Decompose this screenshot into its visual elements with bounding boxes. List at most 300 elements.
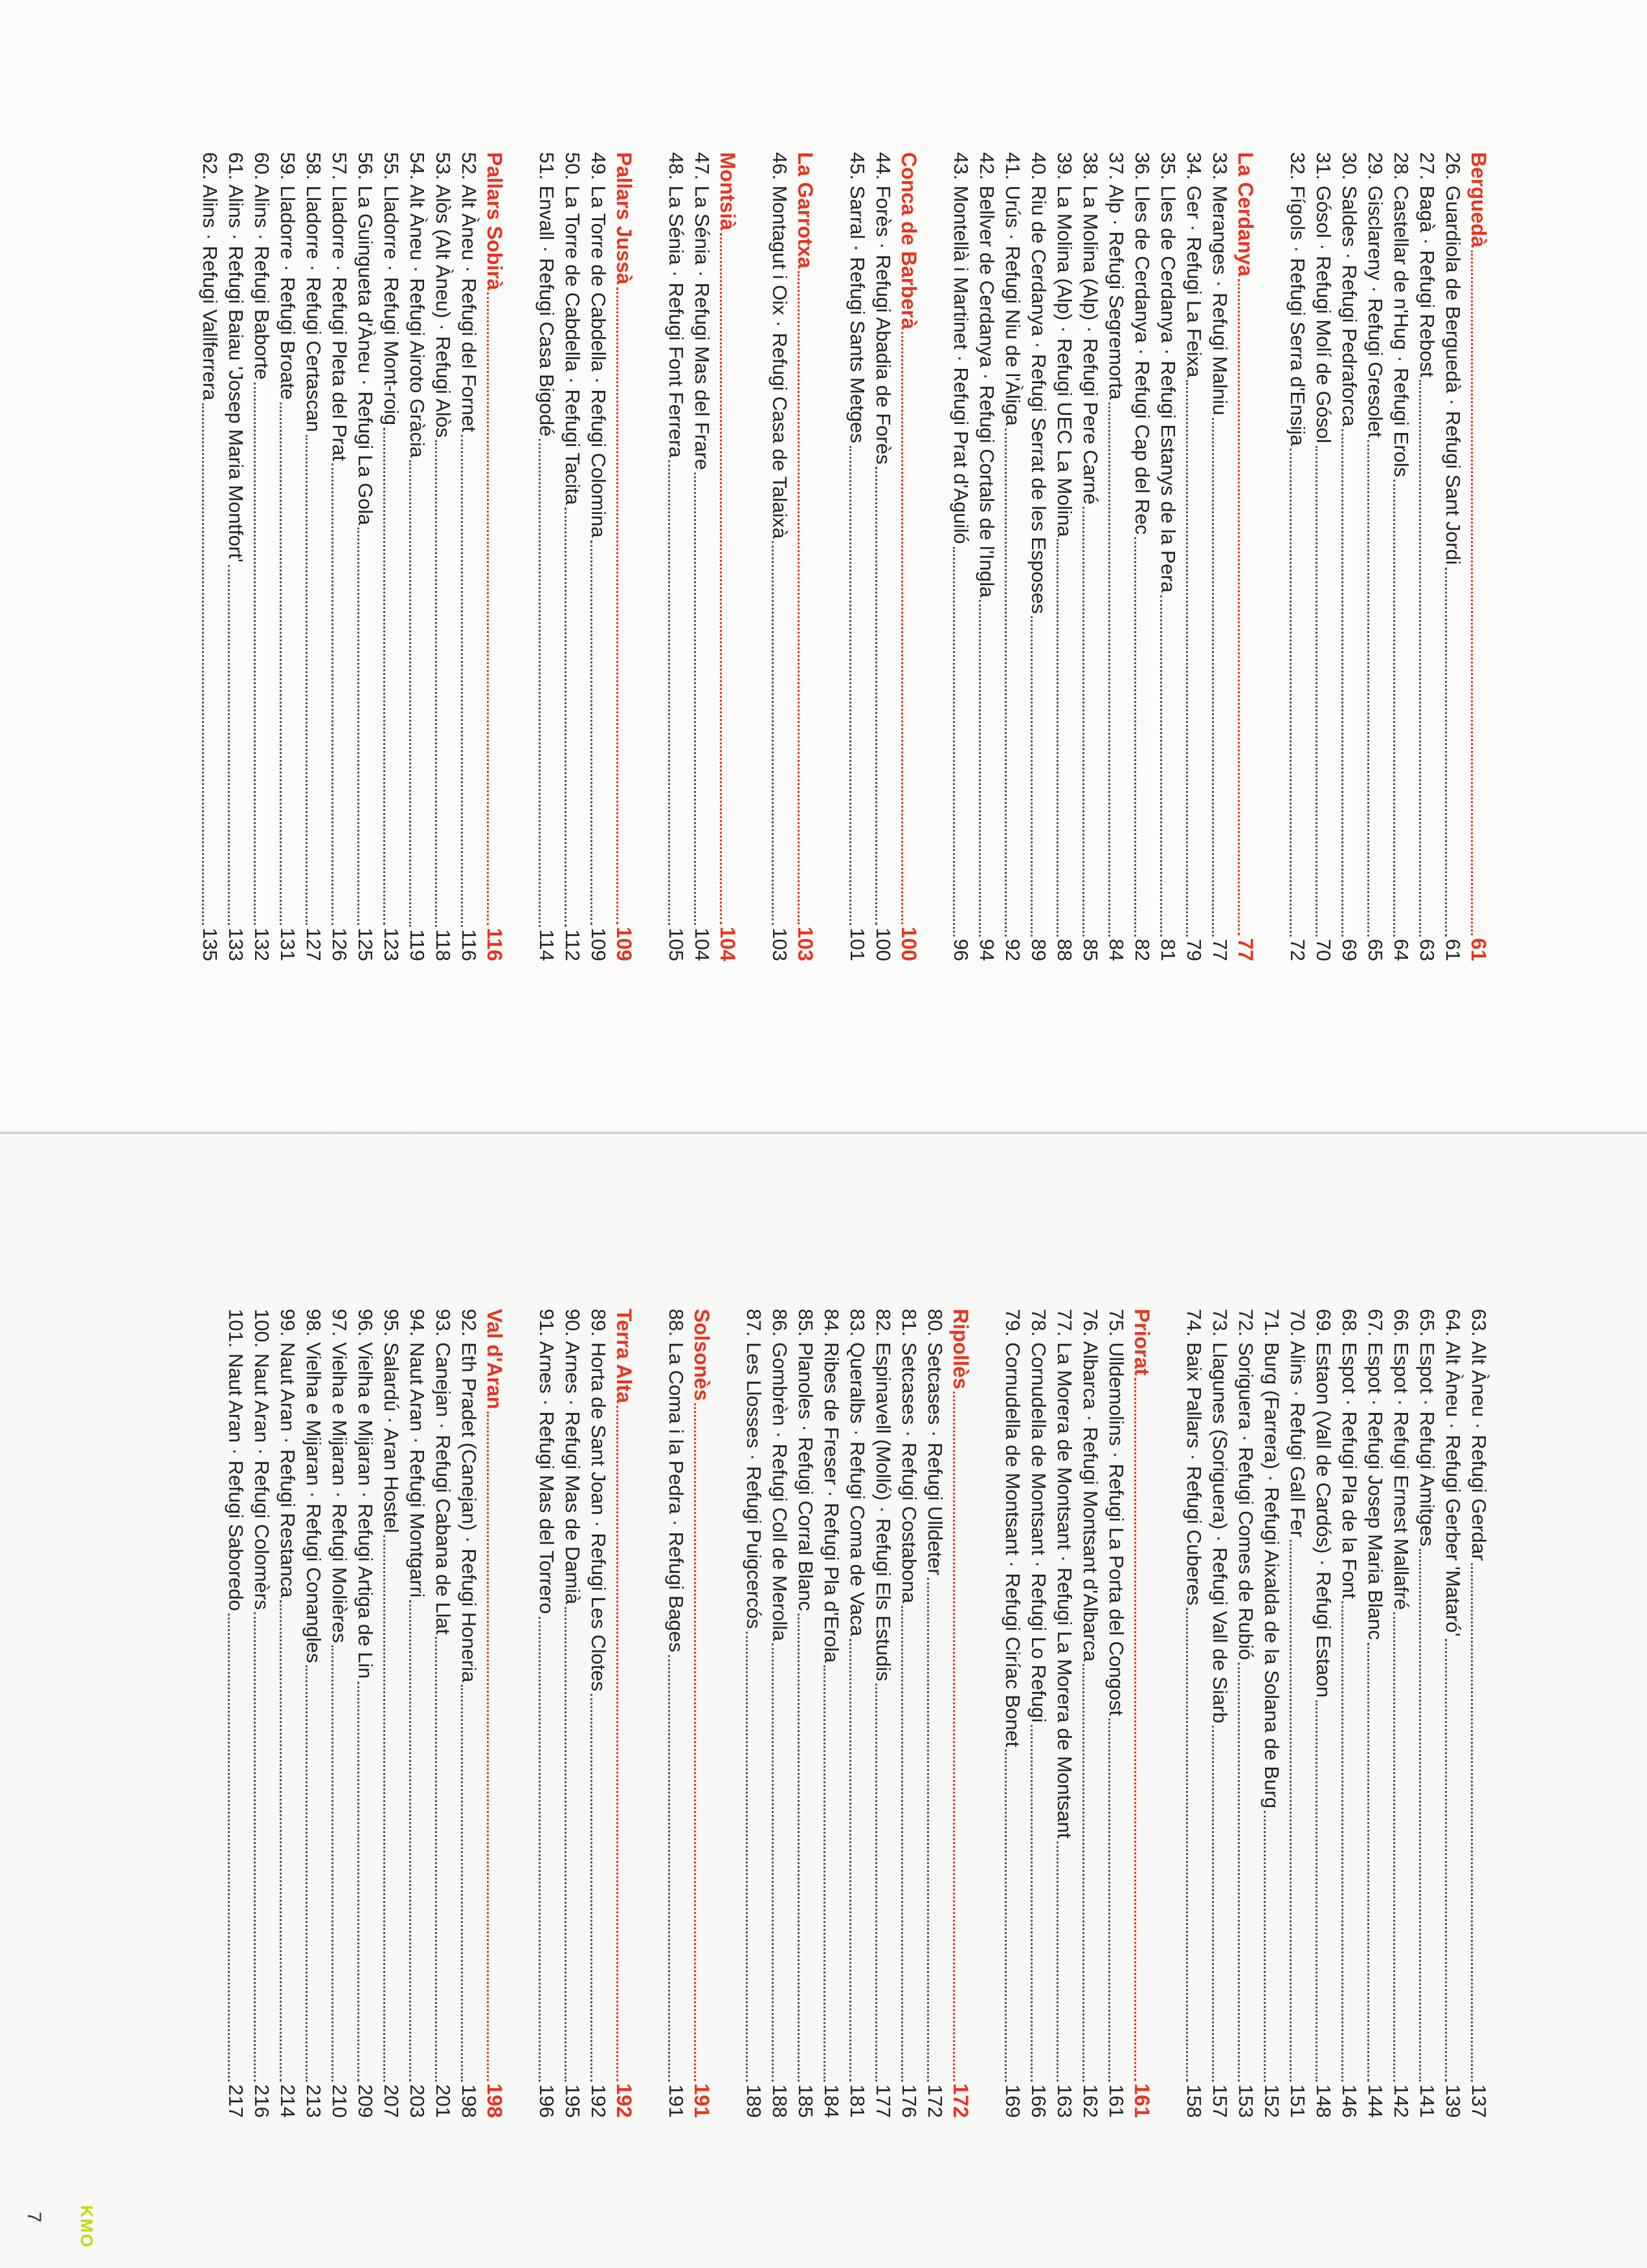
toc-entry-label: 32. Fígols · Refugi Serra d'Ensija	[1286, 152, 1309, 446]
dot-leader	[1186, 380, 1188, 936]
toc-entry-label: 94. Naut Aran · Refugi Montgarri	[406, 1309, 429, 1598]
toc-entry-page: 112	[561, 929, 584, 961]
dot-leader	[1316, 446, 1317, 937]
toc-entry	[1155, 152, 1181, 961]
section-heading-page: 172	[949, 2083, 972, 2118]
toc-entry	[430, 152, 456, 961]
toc-section	[948, 152, 1259, 961]
toc-entry-page: 151	[1286, 2084, 1309, 2118]
toc-entry-label: 99. Naut Aran · Refugi Restanca	[276, 1309, 299, 1598]
toc-entry-page: 63	[1416, 939, 1439, 961]
toc-entry	[1103, 1309, 1129, 2118]
toc-entry-label: 93. Canejan · Refugi Cabana de Llat	[432, 1309, 454, 1635]
toc-entry-page: 195	[561, 2084, 584, 2118]
toc-entry-label: 31. Gósol · Refugi Molí de Gósol	[1312, 152, 1335, 443]
toc-entry-page: 188	[768, 2084, 791, 2118]
toc-entry-page: 133	[225, 928, 247, 961]
toc-entry	[223, 152, 249, 961]
toc-entry	[767, 1309, 792, 2118]
toc-entry-page: 100	[872, 928, 895, 961]
toc-entry-label: 74. Baix Pallars · Refugi Cuberes	[1183, 1309, 1205, 1606]
dot-leader	[953, 547, 955, 937]
toc-entry-page: 89	[1027, 939, 1050, 961]
toc-entry-page: 189	[743, 2084, 765, 2118]
dot-leader	[1057, 539, 1059, 936]
toc-entry-label: 79. Cornudella de Montsant · Refugi Ciríac Bonet	[1002, 1309, 1024, 1748]
toc-entry	[896, 1309, 922, 2118]
section-heading	[611, 152, 637, 961]
dot-leader	[1160, 595, 1162, 937]
toc-entry-label: 85. Planoles · Refugi Corral Blanc	[794, 1309, 817, 1611]
dot-leader	[280, 1600, 282, 2082]
toc-entry-page: 139	[1442, 2084, 1464, 2118]
toc-entry	[1259, 1309, 1284, 2118]
toc-entry-page: 85	[1079, 939, 1102, 961]
section-heading-label: Ripollès	[949, 1309, 972, 1390]
toc-entry	[1466, 1309, 1492, 2118]
toc-entry	[1362, 152, 1388, 961]
toc-entry-label: 82. Espinavell (Molló) · Refugi Els Estudis	[872, 1309, 895, 1682]
dot-leader	[875, 1684, 877, 2082]
toc-section	[1181, 1309, 1492, 2118]
dot-leader	[1057, 1841, 1059, 2082]
toc-entry-page: 198	[458, 2084, 480, 2118]
toc-entry	[1388, 152, 1414, 961]
dot-leader	[1134, 1378, 1136, 2080]
toc-entry-page: 101	[846, 928, 869, 961]
section-heading-page: 104	[716, 926, 739, 961]
dot-leader	[1031, 616, 1033, 936]
dot-leader	[1212, 418, 1214, 937]
section-heading	[482, 1309, 508, 2118]
dot-leader	[383, 428, 385, 925]
dot-leader	[228, 1614, 230, 2082]
toc-entry	[792, 1309, 818, 2118]
toc-entry-page: 201	[432, 2084, 454, 2118]
toc-entry-page: 210	[328, 2084, 351, 2118]
dot-leader	[331, 463, 333, 925]
dot-leader	[720, 233, 722, 924]
dot-leader	[1264, 1811, 1266, 2082]
toc-section	[844, 152, 922, 961]
toc-entry-label: 62. Alins · Refugi Vallferrera	[199, 152, 221, 401]
toc-entry-page: 216	[251, 2084, 273, 2118]
toc-entry-page: 166	[1027, 2084, 1050, 2118]
toc-entry-label: 56. La Guingueta d'Àneu · Refugi La Gola	[354, 152, 377, 526]
toc-entry-label: 44. Forès · Refugi Abadia de Forès	[872, 152, 895, 465]
section-heading	[1129, 1309, 1155, 2118]
dot-leader	[1212, 1726, 1214, 2082]
dot-leader	[849, 446, 851, 926]
toc-entry	[300, 1309, 326, 2118]
section-heading-label: Pallars Sobirà	[483, 152, 506, 291]
toc-entry-page: 213	[302, 2084, 325, 2118]
dot-leader	[772, 541, 774, 925]
toc-entry-label: 26. Guardiola de Berguedà · Refugi Sant Jordi	[1442, 152, 1464, 565]
toc-entry-label: 71. Burg (Farrera) · Refugi Aixalda de la Solana de Burg	[1260, 1309, 1283, 1808]
toc-entry	[1310, 1309, 1336, 2118]
section-heading-label: Terra Alta	[612, 1309, 636, 1403]
toc-entry-page: 158	[1183, 2084, 1205, 2118]
toc-entry-label: 46. Montagut i Oix · Refugi Casa de Talaixà	[768, 152, 791, 539]
toc-entry	[456, 1309, 482, 2118]
toc-section	[663, 1309, 715, 2118]
section-heading	[1466, 152, 1492, 961]
toc-entry	[922, 1309, 948, 2118]
toc-entry	[663, 1309, 689, 2118]
toc-entry-label: 27. Bagà · Refugi Rebost	[1416, 152, 1439, 378]
dot-leader	[1186, 1608, 1188, 2082]
toc-entry-page: 96	[950, 939, 972, 961]
toc-entry-page: 114	[535, 929, 558, 961]
toc-entry	[197, 152, 223, 961]
toc-entry-label: 60. Alins · Refugi Baborte	[251, 152, 273, 380]
section-heading-page: 116	[483, 928, 506, 961]
toc-entry-page: 137	[1468, 2084, 1490, 2118]
toc-entry-label: 54. Alt Àneu · Refugi Airoto Gràcia	[406, 152, 429, 458]
toc-entry-page: 209	[354, 2084, 377, 2118]
section-heading-label: Solsonès	[690, 1309, 713, 1401]
toc-entry-label: 59. Lladorre · Refugi Broate	[276, 152, 299, 400]
toc-entry-label: 50. La Torre de Cabdella · Refugi Tacita	[561, 152, 584, 506]
dot-leader	[461, 435, 463, 927]
toc-entry-page: 176	[898, 2084, 921, 2118]
toc-entry-page: 81	[1157, 939, 1180, 961]
dot-leader	[694, 472, 696, 925]
section-heading-page: 109	[612, 926, 636, 961]
toc-entry	[559, 152, 585, 961]
toc-entry	[1284, 1309, 1310, 2118]
toc-entry-page: 191	[665, 2084, 688, 2118]
dot-leader	[383, 1535, 385, 2082]
toc-entry	[1284, 152, 1310, 961]
toc-entry-page: 146	[1338, 2084, 1361, 2118]
toc-entry-page: 127	[302, 928, 325, 961]
toc-entry-page: 181	[846, 2084, 869, 2118]
toc-entry-page: 119	[406, 929, 429, 961]
toc-entry-label: 87. Les Llosses · Refugi Puigcercós	[743, 1309, 765, 1629]
toc-entry-label: 67. Espot · Refugi Josep Maria Blanc	[1364, 1309, 1387, 1640]
toc-entry	[533, 1309, 559, 2118]
dot-leader	[901, 1606, 903, 2082]
toc-entry	[249, 1309, 274, 2118]
dot-leader	[1108, 403, 1110, 937]
dot-leader	[331, 1645, 333, 2082]
toc-entry	[1336, 1309, 1362, 2118]
dot-leader	[487, 1412, 489, 2080]
section-heading-label: Priorat	[1130, 1309, 1154, 1376]
toc-entry-label: 90. Arnes · Refugi Mas de Damià	[561, 1309, 584, 1605]
kmo-logo: KMO	[77, 2205, 96, 2249]
toc-entry-page: 82	[1131, 939, 1154, 961]
toc-section	[663, 152, 741, 961]
toc-entry-page: 79	[1183, 939, 1205, 961]
dot-leader	[1290, 1540, 1292, 2082]
dot-leader	[539, 1617, 541, 2082]
dot-leader	[1290, 449, 1292, 937]
toc-entry-label: 58. Lladorre · Refugi Certascan	[302, 152, 325, 432]
toc-entry	[352, 1309, 378, 2118]
toc-entry-page: 70	[1312, 939, 1335, 961]
toc-entry-label: 40. Riu de Cerdanya · Refugi Serrat de les Esposes	[1027, 152, 1050, 614]
toc-entry-page: 123	[380, 928, 403, 961]
toc-entry-label: 55. Lladorre · Refugi Mont-roig	[380, 152, 403, 426]
toc-entry-label: 49. La Torre de Cabdella · Refugi Colomina	[587, 152, 610, 538]
toc-entry-page: 217	[225, 2084, 247, 2118]
section-heading	[896, 152, 922, 961]
toc-entry-label: 45. Sarral · Refugi Sants Metges	[846, 152, 869, 443]
toc-entry-page: 141	[1416, 2084, 1439, 2118]
toc-entry-label: 75. Ulldemolins · Refugi La Porta del Congost	[1105, 1309, 1128, 1716]
toc-entry-label: 101. Naut Aran · Refugi Saboredo	[225, 1309, 247, 1612]
toc-entry-page: 105	[665, 928, 688, 961]
toc-entry-label: 70. Alins · Refugi Gall Fer	[1286, 1309, 1309, 1538]
toc-entry-label: 38. La Molina (Alp) · Refugi Pere Carné	[1079, 152, 1102, 505]
toc-entry-label: 91. Arnes · Refugi Mas del Torrero	[535, 1309, 558, 1614]
toc-section	[1000, 1309, 1155, 2118]
toc-entry-label: 63. Alt Àneu · Refugi Gerdar	[1468, 1309, 1490, 1561]
dot-leader	[1082, 507, 1084, 936]
toc-entry-label: 72. Soriguera · Refugi Comes de Rubió	[1235, 1309, 1257, 1660]
dot-leader	[616, 1406, 618, 2081]
toc-entry-page: 72	[1286, 939, 1309, 961]
toc-entry	[1336, 152, 1362, 961]
toc-entry	[274, 152, 300, 961]
toc-section	[197, 152, 508, 961]
toc-entry	[404, 152, 430, 961]
section-heading-page: 100	[897, 926, 921, 961]
toc-entry-label: 89. Horta de Sant Joan · Refugi Les Clotes	[587, 1309, 610, 1692]
toc-entry-label: 28. Castellar de n'Hug · Refugi Erols	[1390, 152, 1413, 478]
toc-entry-page: 161	[1105, 2084, 1128, 2118]
toc-entry-label: 86. Gombrèn · Refugi Coll de Merolla	[768, 1309, 791, 1641]
section-heading-page: 191	[690, 2083, 713, 2118]
dot-leader	[565, 507, 566, 926]
toc-entry-page: 153	[1235, 2084, 1257, 2118]
toc-entry-page: 104	[691, 928, 713, 961]
section-heading	[482, 152, 508, 961]
toc-entry	[559, 1309, 585, 2118]
toc-entry-page: 94	[976, 939, 998, 961]
dot-leader	[875, 467, 877, 925]
dot-leader	[824, 1665, 825, 2082]
toc-entry-page: 177	[872, 2084, 895, 2118]
toc-entry	[1207, 152, 1233, 961]
toc-entry-label: 51. Envall · Refugi Casa Bigodé	[535, 152, 558, 437]
toc-entry-label: 80. Setcases · Refugi Ulldeter	[924, 1309, 947, 1575]
dot-leader	[435, 440, 437, 926]
dot-leader	[1238, 1663, 1240, 2082]
dot-leader	[565, 1607, 566, 2082]
toc-entry-page: 214	[276, 2084, 299, 2118]
section-heading-label: Berguedà	[1467, 152, 1490, 248]
toc-section	[533, 152, 637, 961]
section-heading-label: La Garrotxa	[794, 152, 817, 269]
toc-section	[767, 152, 818, 961]
toc-entry	[1025, 1309, 1051, 2118]
toc-entry	[456, 152, 482, 961]
section-heading-page: 77	[1234, 938, 1257, 961]
section-heading-label: Val d'Aran	[483, 1309, 506, 1410]
dot-leader	[254, 1612, 256, 2082]
section-heading-label: Montsià	[716, 152, 739, 230]
page-number: 7	[23, 2212, 45, 2223]
toc-entry	[1000, 152, 1025, 961]
toc-entry-label: 30. Saldes · Refugi Pedraforca	[1338, 152, 1361, 427]
toc-entry	[585, 1309, 611, 2118]
toc-entry-label: 42. Bellver de Cerdanya · Refugi Cortals de l'Ingla	[976, 152, 998, 598]
toc-entry-page: 64	[1390, 939, 1413, 961]
toc-entry-label: 100. Naut Aran · Refugi Colomèrs	[251, 1309, 273, 1610]
dot-leader	[1134, 537, 1136, 936]
toc-entry-label: 37. Alp · Refugi Segremorta	[1105, 152, 1128, 400]
section-heading-page: 103	[794, 926, 817, 961]
toc-entry-label: 96. Vielha e Mijaran · Refugi Artiga de Lin	[354, 1309, 377, 1679]
toc-entry	[1362, 1309, 1388, 2118]
toc-entry-label: 61. Alins · Refugi Baiau 'Josep Maria Montfort'	[225, 152, 247, 562]
dot-leader	[306, 1665, 308, 2082]
toc-entry	[1207, 1309, 1233, 2118]
dot-leader	[1419, 1549, 1421, 2082]
toc-entry-label: 64. Alt Àneu · Refugi Gerber 'Mataró'	[1442, 1309, 1464, 1637]
dot-leader	[202, 403, 204, 926]
section-heading-page: 61	[1467, 938, 1490, 961]
toc-entry	[974, 152, 1000, 961]
right-page	[0, 1134, 1647, 2268]
toc-entry-page: 135	[199, 928, 221, 961]
toc-entry	[844, 1309, 870, 2118]
dot-leader	[539, 439, 541, 926]
toc-entry	[404, 1309, 430, 2118]
dot-leader	[668, 460, 670, 925]
section-heading	[1233, 152, 1259, 961]
toc-entry-page: 172	[924, 2084, 947, 2118]
dot-leader	[1082, 1664, 1084, 2082]
toc-section	[223, 1309, 508, 2118]
dot-leader	[280, 403, 282, 926]
toc-entry-page: 125	[354, 928, 377, 961]
toc-section	[1284, 152, 1492, 961]
toc-entry-label: 48. La Sénia · Refugi Font Ferrera	[665, 152, 688, 458]
toc-entry-label: 34. Ger · Refugi La Feixa	[1183, 152, 1205, 378]
dot-leader	[1367, 1643, 1369, 2082]
toc-entry-page: 103	[768, 928, 791, 961]
toc-entry	[326, 152, 352, 961]
toc-entry-label: 47. La Sénia · Refugi Mas del Frare	[691, 152, 713, 471]
toc-entry-label: 57. Lladorre · Refugi Pleta del Prat	[328, 152, 351, 461]
toc-entry	[1310, 152, 1336, 961]
dot-leader	[357, 528, 359, 925]
dot-leader	[306, 435, 308, 926]
dot-leader	[694, 1403, 696, 2080]
toc-entry	[1181, 152, 1207, 961]
dot-leader	[1367, 440, 1369, 936]
toc-entry-page: 132	[251, 928, 273, 961]
toc-entry-page: 69	[1338, 939, 1361, 961]
section-heading	[792, 152, 818, 961]
toc-entry	[1440, 152, 1466, 961]
toc-entry-label: 76. Albarca · Refugi Montsant d'Albarca	[1079, 1309, 1102, 1662]
dot-leader	[590, 540, 592, 926]
toc-entry-page: 126	[328, 928, 351, 961]
dot-leader	[1393, 1612, 1395, 2082]
toc-entry	[1103, 152, 1129, 961]
toc-entry	[741, 1309, 767, 2118]
dot-leader	[979, 600, 981, 936]
dot-leader	[746, 1632, 748, 2082]
toc-entry-page: 185	[794, 2084, 817, 2118]
toc-entry-label: 92. Eth Pradet (Canejan) · Refugi Honeria	[458, 1309, 480, 1683]
toc-entry-label: 29. Gisclareny · Refugi Gresolet	[1364, 152, 1387, 438]
toc-entry-label: 83. Queralbs · Refugi Coma de Vaca	[846, 1309, 869, 1637]
dot-leader	[1238, 279, 1240, 935]
dot-leader	[228, 565, 230, 925]
dot-leader	[1005, 428, 1007, 937]
toc-entry-label: 98. Vielha e Mijaran · Refugi Conangles	[302, 1309, 325, 1663]
section-heading-label: Pallars Jussà	[612, 152, 636, 285]
dot-leader	[668, 1655, 670, 2082]
toc-entry	[870, 152, 896, 961]
toc-entry	[663, 152, 689, 961]
toc-entry-page: 207	[380, 2084, 403, 2118]
toc-entry-page: 142	[1390, 2084, 1413, 2118]
dot-leader	[1419, 380, 1421, 936]
toc-entry	[1077, 1309, 1103, 2118]
section-heading-page: 161	[1130, 2083, 1154, 2118]
toc-entry-page: 144	[1364, 2084, 1387, 2118]
dot-leader	[927, 1578, 929, 2082]
toc-entry	[300, 152, 326, 961]
toc-entry-page: 118	[432, 929, 454, 961]
toc-entry-label: 35. Lles de Cerdanya · Refugi Estanys de la Pera	[1157, 152, 1180, 593]
dot-leader	[1341, 429, 1343, 937]
toc-entry-page: 88	[1053, 939, 1076, 961]
dot-leader	[849, 1639, 851, 2082]
toc-entry-page: 169	[1002, 2084, 1024, 2118]
section-heading-page: 192	[612, 2083, 636, 2118]
section-heading-label: La Cerdanya	[1234, 152, 1257, 277]
dot-leader	[487, 293, 489, 925]
dot-leader	[590, 1694, 592, 2082]
toc-entry	[352, 152, 378, 961]
toc-entry	[767, 152, 792, 961]
toc-section	[533, 1309, 637, 2118]
toc-entry-page: 116	[458, 929, 480, 961]
toc-entry-label: 33. Meranges · Refugi Malniu	[1209, 152, 1231, 416]
toc-entry-label: 68. Espot · Refugi Pla de la Font	[1338, 1309, 1361, 1599]
section-heading	[715, 152, 741, 961]
section-heading	[611, 1309, 637, 2118]
toc-entry-page: 131	[276, 928, 299, 961]
toc-entry	[1077, 152, 1103, 961]
toc-entry-label: 66. Espot · Refugi Ernest Mallafré	[1390, 1309, 1413, 1610]
toc-entry-page: 184	[820, 2084, 843, 2118]
dot-leader	[1031, 1725, 1033, 2082]
toc-entry-label: 73. Llagunes (Soriguera) · Refugi Vall de Siarb	[1209, 1309, 1231, 1724]
toc-entry	[1025, 152, 1051, 961]
toc-entry	[1051, 1309, 1077, 2118]
toc-entry-label: 78. Cornudella de Montsant · Refugi Lo Refugi	[1027, 1309, 1050, 1723]
toc-entry-label: 84. Ribes de Freser · Refugi Pla d'Erola	[820, 1309, 843, 1663]
toc-entry	[948, 152, 974, 961]
toc-entry-label: 81. Setcases · Refugi Costabona	[898, 1309, 921, 1603]
toc-entry-label: 97. Vielha e Mijaran · Refugi Molières	[328, 1309, 351, 1643]
toc-entry	[818, 1309, 844, 2118]
toc-entry-label: 88. La Coma i la Pedra · Refugi Bages	[665, 1309, 688, 1652]
toc-entry	[533, 152, 559, 961]
toc-entry-page: 162	[1079, 2084, 1102, 2118]
toc-entry	[1051, 152, 1077, 961]
